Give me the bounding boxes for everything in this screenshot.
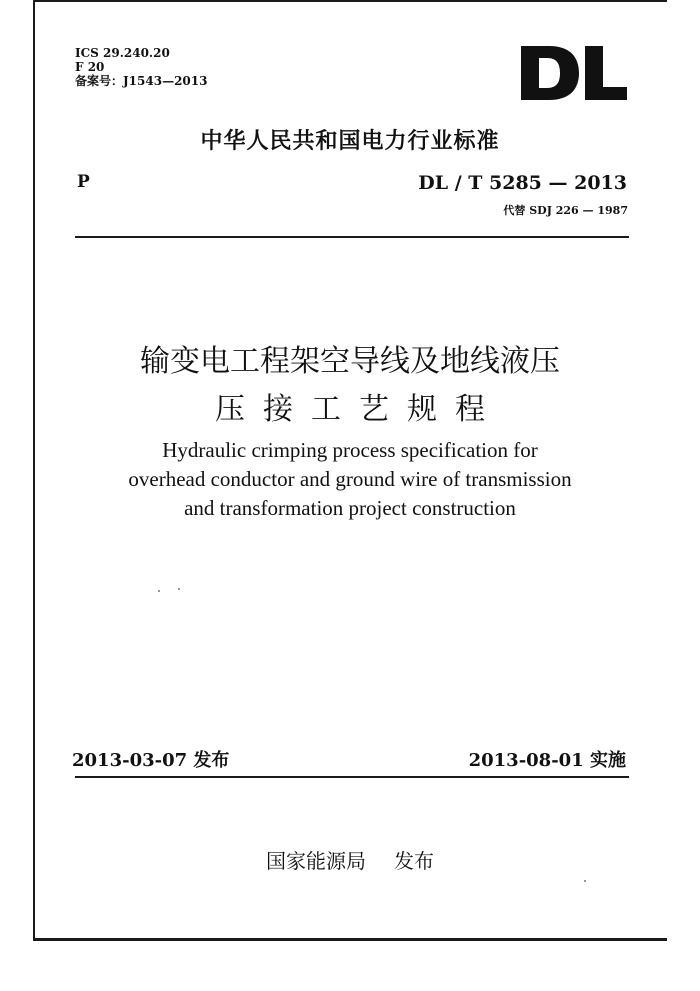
english-title-line-2: overhead conductor and ground wire of transmission: [128, 467, 572, 491]
standard-number: DL / T 5285 — 2013: [418, 172, 627, 194]
scan-speck: [584, 880, 586, 882]
publisher-action: 发布: [394, 849, 434, 873]
chinese-title-line-2: 压接工艺规程: [215, 392, 503, 427]
english-title-line-1: Hydraulic crimping process specification for: [162, 438, 538, 462]
date-divider: [75, 776, 629, 778]
ccs-code: F 20: [75, 60, 105, 74]
scan-speck: [178, 588, 180, 590]
issue-date: 2013-03-07 发布: [72, 750, 230, 771]
effective-date: 2013-08-01 实施: [468, 750, 626, 771]
page-frame-bottom: [33, 938, 667, 941]
chinese-title-line-1: 输变电工程架空导线及地线液压: [140, 344, 560, 379]
record-number: 备案号：J1543—2013: [75, 74, 208, 88]
english-title: [0, 436, 700, 523]
industry-standard-title: 中华人民共和国电力行业标准: [200, 129, 500, 154]
replaces-standard: 代替 SDJ 226 — 1987: [503, 204, 628, 217]
classification-block: [75, 46, 207, 88]
dl-logo: [519, 44, 629, 102]
category-code: P: [77, 172, 90, 192]
page-frame-top: [33, 0, 667, 2]
header-divider: [75, 236, 629, 238]
ics-code: ICS 29.240.20: [75, 46, 170, 60]
publisher-name: 国家能源局: [266, 849, 366, 873]
publisher-line: [0, 845, 700, 874]
english-title-line-3: and transformation project construction: [184, 496, 516, 520]
scan-speck: [158, 590, 160, 592]
